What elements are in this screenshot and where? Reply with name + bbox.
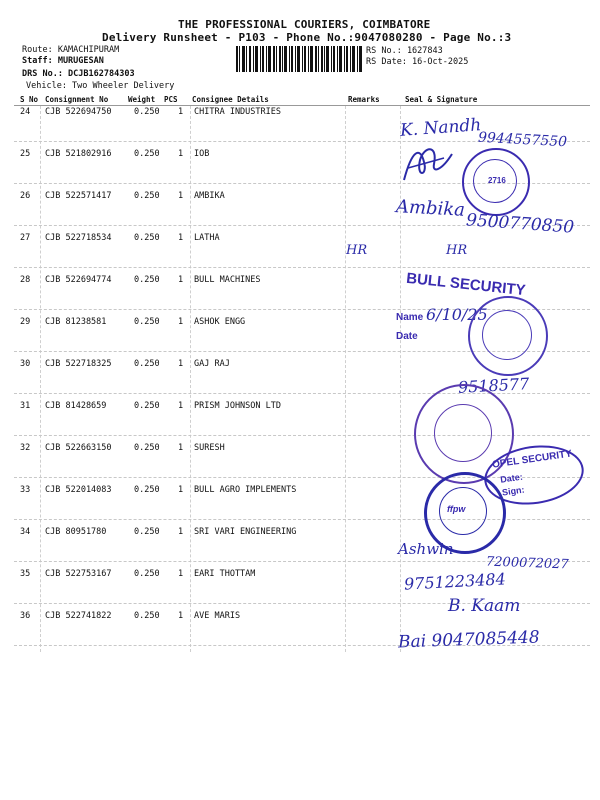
row-weight: 0.250 bbox=[134, 317, 160, 327]
drs-label: DRS No.: DCJB162784303 bbox=[22, 69, 135, 79]
row-weight: 0.250 bbox=[134, 191, 160, 201]
row-pcs: 1 bbox=[178, 233, 184, 243]
document-subtitle: Delivery Runsheet - P103 - Phone No.:9047080280 - Page No.:3 bbox=[102, 31, 512, 44]
row-sno: 34 bbox=[20, 527, 31, 537]
row-consignee: CHITRA INDUSTRIES bbox=[194, 107, 281, 117]
row-consignee: LATHA bbox=[194, 233, 220, 243]
row-sno: 25 bbox=[20, 149, 31, 159]
col-seal: Seal & Signature bbox=[405, 95, 478, 104]
row-weight: 0.250 bbox=[134, 107, 160, 117]
handwritten-signature: Ambika bbox=[395, 196, 466, 221]
col-pcs: PCS bbox=[164, 95, 178, 104]
staff-label: Staff: MURUGESAN bbox=[22, 56, 104, 66]
row-consignment-no: CJB 80951780 bbox=[45, 527, 107, 537]
handwritten-date: 6/10/25 bbox=[426, 305, 488, 324]
row-consignee: EARI THOTTAM bbox=[194, 569, 256, 579]
row-weight: 0.250 bbox=[134, 443, 160, 453]
handwritten-signature: HR bbox=[446, 243, 468, 258]
row-sno: 36 bbox=[20, 611, 31, 621]
row-consignment-no: CJB 522741822 bbox=[45, 611, 112, 621]
row-sno: 27 bbox=[20, 233, 31, 243]
row-consignee: IOB bbox=[194, 149, 210, 159]
handwritten-signature: Ashwin bbox=[398, 540, 454, 558]
row-weight: 0.250 bbox=[134, 359, 160, 369]
row-consignment-no: CJB 81428659 bbox=[45, 401, 107, 411]
row-sno: 33 bbox=[20, 485, 31, 495]
row-weight: 0.250 bbox=[134, 275, 160, 285]
row-consignment-no: CJB 522014083 bbox=[45, 485, 112, 495]
handwritten-name: B. Kaam bbox=[448, 596, 521, 616]
handwritten-number: 9518577 bbox=[457, 374, 530, 397]
row-weight: 0.250 bbox=[134, 149, 160, 159]
signature-scribble bbox=[398, 140, 458, 188]
handwritten-signature: K. Nandh bbox=[399, 115, 482, 141]
row-consignment-no: CJB 522753167 bbox=[45, 569, 112, 579]
row-consignee: ASHOK ENGG bbox=[194, 317, 246, 327]
row-consignment-no: CJB 522718325 bbox=[45, 359, 112, 369]
row-consignee: AVE MARIS bbox=[194, 611, 241, 621]
row-pcs: 1 bbox=[178, 107, 184, 117]
row-sno: 28 bbox=[20, 275, 31, 285]
row-pcs: 1 bbox=[178, 275, 184, 285]
row-sno: 35 bbox=[20, 569, 31, 579]
row-pcs: 1 bbox=[178, 149, 184, 159]
barcode-graphic bbox=[236, 46, 362, 72]
row-sno: 29 bbox=[20, 317, 31, 327]
row-weight: 0.250 bbox=[134, 485, 160, 495]
row-sno: 32 bbox=[20, 443, 31, 453]
route-label: Route: KAMACHIPURAM bbox=[22, 45, 120, 55]
row-pcs: 1 bbox=[178, 359, 184, 369]
rs-date: RS Date: 16-Oct-2025 bbox=[366, 57, 469, 67]
row-pcs: 1 bbox=[178, 611, 184, 621]
row-weight: 0.250 bbox=[134, 569, 160, 579]
row-sno: 31 bbox=[20, 401, 31, 411]
document-title: THE PROFESSIONAL COURIERS, COIMBATORE bbox=[178, 18, 431, 31]
row-consignee: PRISM JOHNSON LTD bbox=[194, 401, 281, 411]
row-consignee: BULL AGRO IMPLEMENTS bbox=[194, 485, 297, 495]
row-consignment-no: CJB 522663150 bbox=[45, 443, 112, 453]
row-weight: 0.250 bbox=[134, 527, 160, 537]
row-consignee: BULL MACHINES bbox=[194, 275, 261, 285]
table-row bbox=[0, 233, 600, 275]
bull-agro-round-stamp: ffpw bbox=[424, 472, 506, 554]
row-sno: 24 bbox=[20, 107, 31, 117]
handwritten-remark: HR bbox=[346, 243, 368, 258]
opel-stamp-title: OPEL SECURITY bbox=[491, 448, 573, 471]
row-consignment-no: CJB 521802916 bbox=[45, 149, 112, 159]
handwritten-signature: Bai 9047085448 bbox=[397, 627, 540, 653]
bank-round-stamp: 2716 bbox=[462, 148, 530, 216]
stamp-bull-security: BULL SECURITY bbox=[405, 269, 527, 300]
row-weight: 0.250 bbox=[134, 233, 160, 243]
row-sno: 26 bbox=[20, 191, 31, 201]
col-sno: S No bbox=[20, 95, 39, 104]
row-sno: 30 bbox=[20, 359, 31, 369]
col-weight: Weight bbox=[128, 95, 156, 104]
opel-sign-label: Sign: bbox=[501, 484, 526, 498]
header-divider bbox=[14, 105, 590, 106]
row-pcs: 1 bbox=[178, 443, 184, 453]
row-pcs: 1 bbox=[178, 317, 184, 327]
row-weight: 0.250 bbox=[134, 611, 160, 621]
row-consignment-no: CJB 522694774 bbox=[45, 275, 112, 285]
row-consignee: SURESH bbox=[194, 443, 225, 453]
row-consignment-no: CJB 522718534 bbox=[45, 233, 112, 243]
row-pcs: 1 bbox=[178, 485, 184, 495]
row-consignee: SRI VARI ENGINEERING bbox=[194, 527, 297, 537]
row-consignment-no: CJB 522571417 bbox=[45, 191, 112, 201]
stamp-date-label: Date bbox=[396, 331, 418, 342]
row-consignment-no: CJB 522694750 bbox=[45, 107, 112, 117]
row-pcs: 1 bbox=[178, 191, 184, 201]
col-consignee: Consignee Details bbox=[192, 95, 269, 104]
stamp-name-label: Name bbox=[396, 312, 424, 323]
round-seal-stamp bbox=[468, 296, 548, 376]
handwritten-phone: 9944557550 bbox=[477, 129, 568, 151]
handwritten-phone: 9500770850 bbox=[465, 210, 575, 238]
handwritten-phone: 9751223484 bbox=[403, 569, 507, 594]
vehicle-label: Vehicle: Two Wheeler Delivery bbox=[26, 81, 175, 91]
row-pcs: 1 bbox=[178, 401, 184, 411]
opel-date-label: Date: bbox=[499, 471, 524, 485]
handwritten-phone: 7200072027 bbox=[485, 554, 569, 573]
rs-number: RS No.: 1627843 bbox=[366, 46, 443, 56]
row-divider bbox=[14, 267, 590, 268]
row-consignment-no: CJB 81238581 bbox=[45, 317, 107, 327]
row-pcs: 1 bbox=[178, 527, 184, 537]
col-remarks: Remarks bbox=[348, 95, 380, 104]
row-pcs: 1 bbox=[178, 569, 184, 579]
row-consignee: AMBIKA bbox=[194, 191, 225, 201]
col-consignment: Consignment No bbox=[45, 95, 109, 104]
row-weight: 0.250 bbox=[134, 401, 160, 411]
row-consignee: GAJ RAJ bbox=[194, 359, 230, 369]
